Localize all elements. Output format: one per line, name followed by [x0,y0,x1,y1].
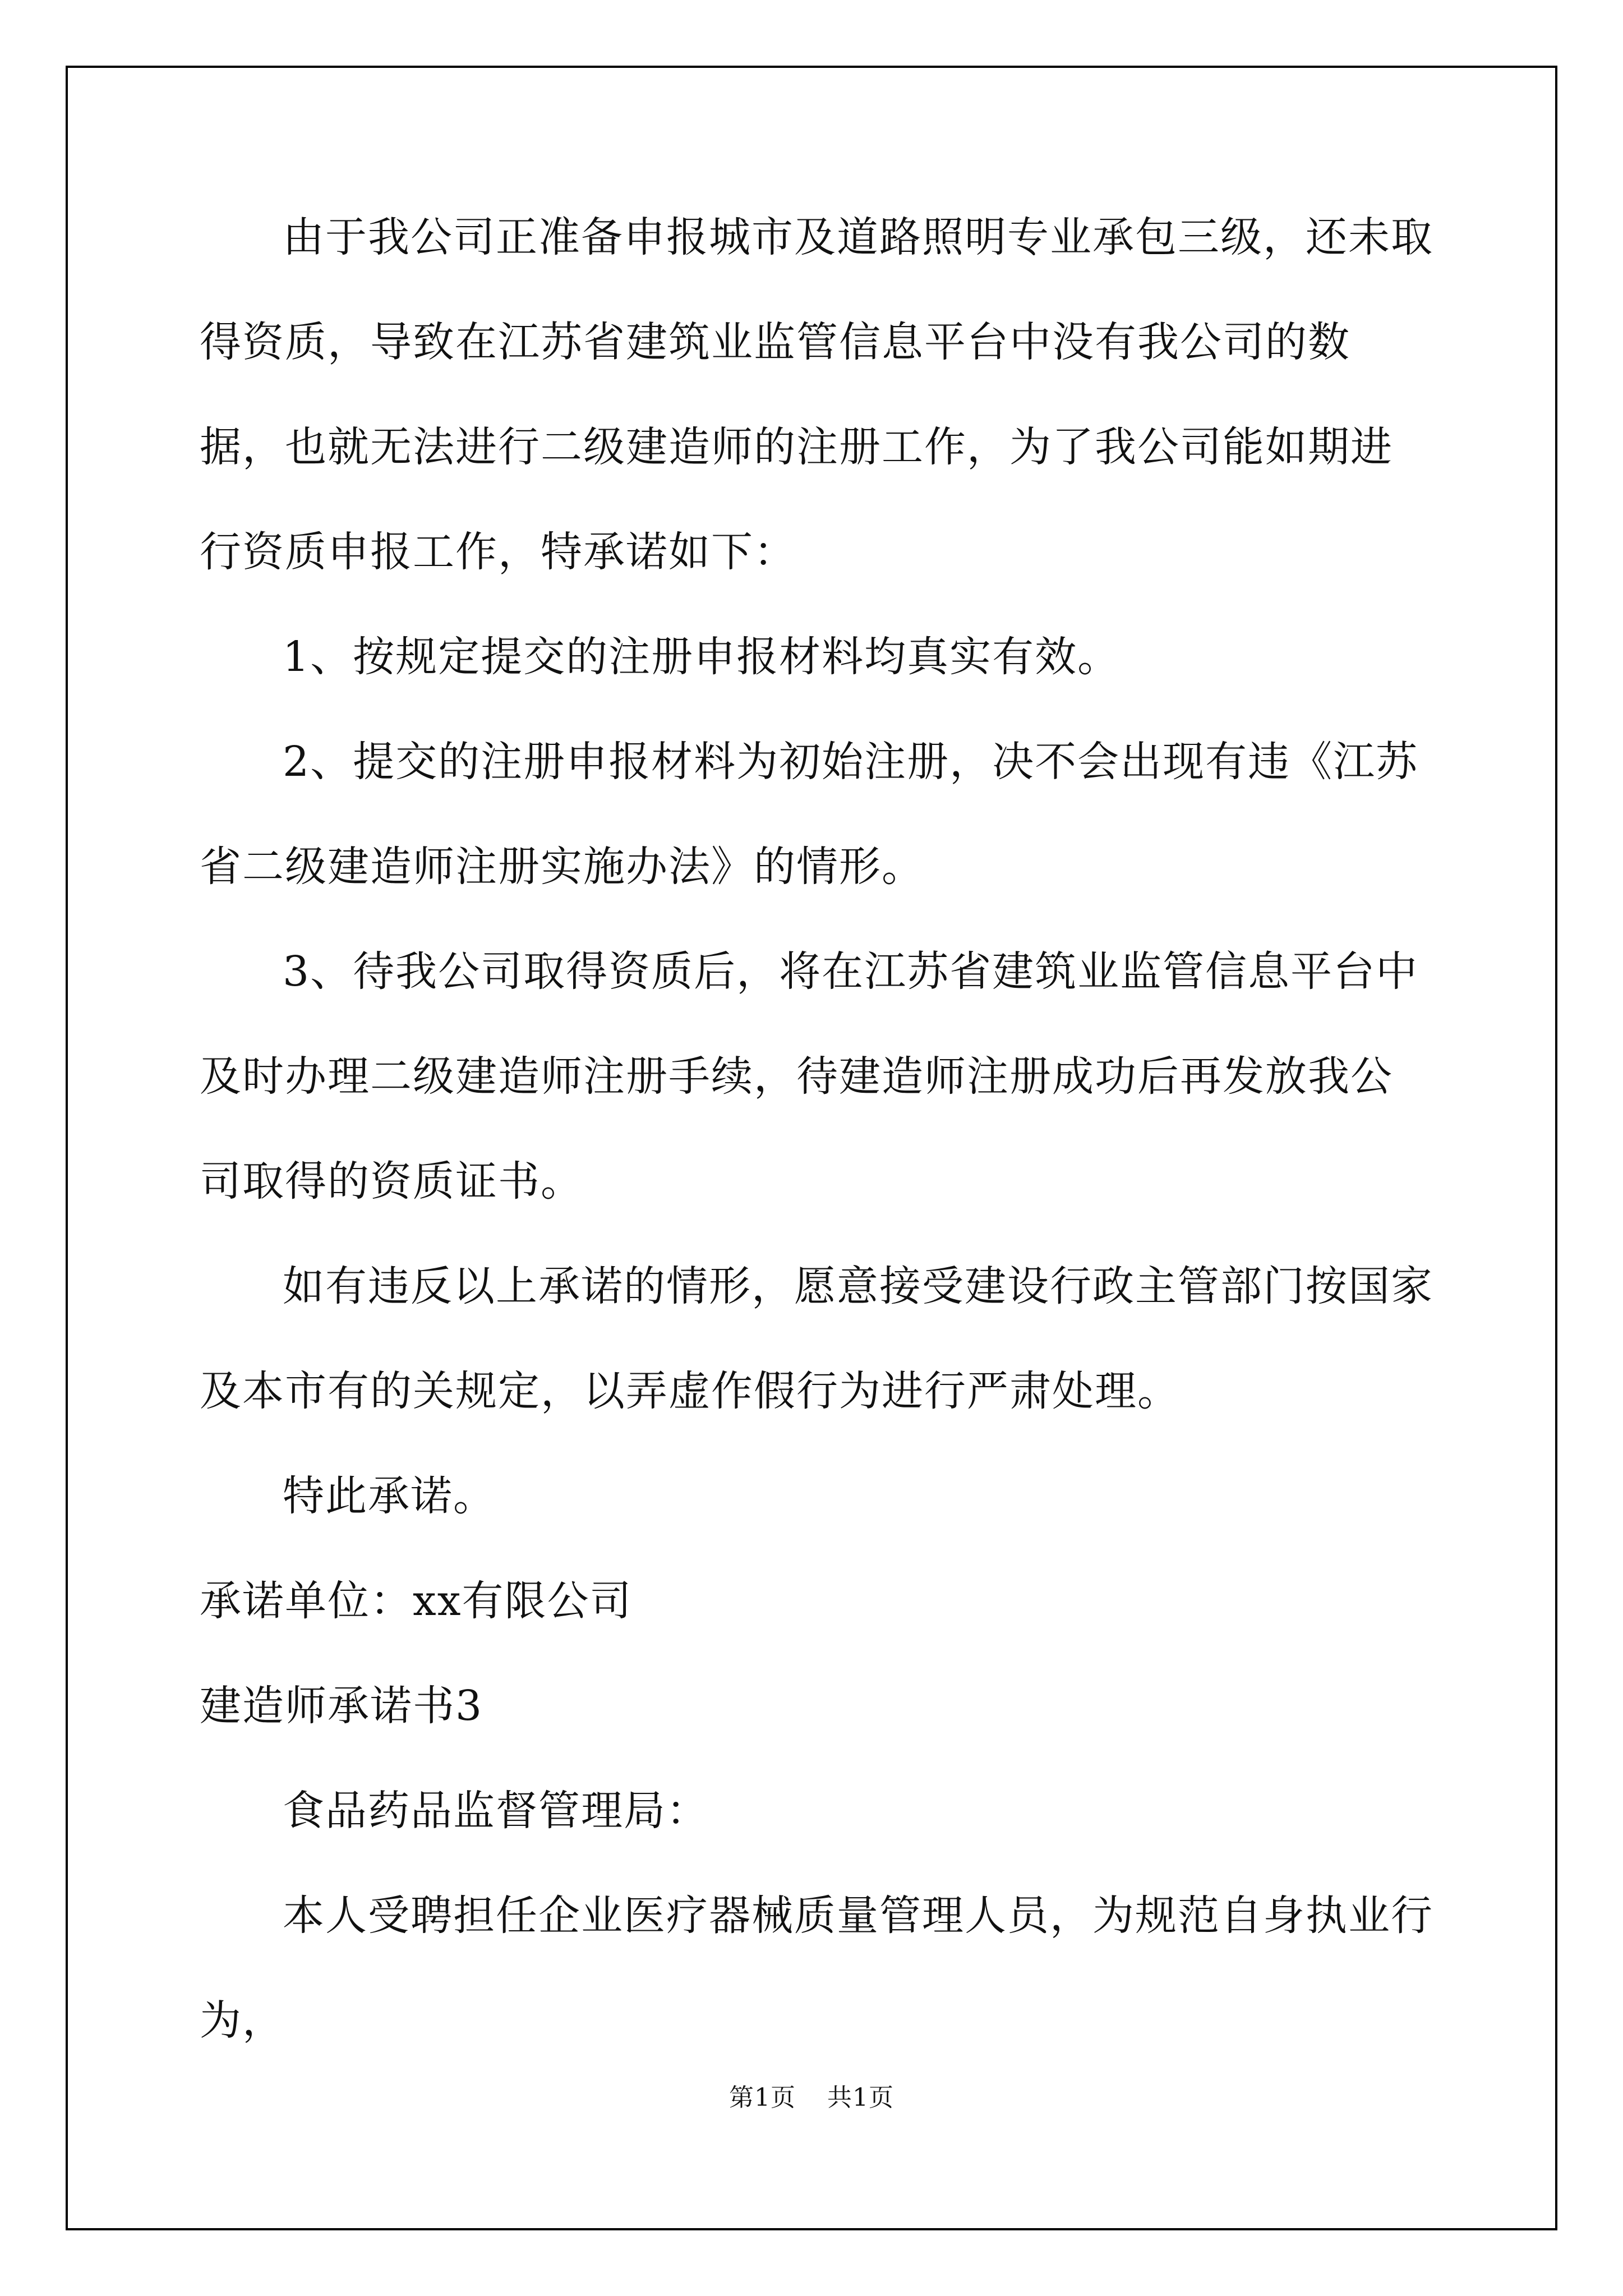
paragraph-body-start: 本人受聘担任企业医疗器械质量管理人员，为规范自身执业行为， [200,1892,1433,2045]
document-body [200,185,1433,2073]
paragraph-intro: 由于我公司正准备申报城市及道路照明专业承包三级，还未取得资质，导致在江苏省建筑业监管信息平台中没有我公司的数据，也就无法进行二级建造师的注册工作，为了我公司能如期进行资质申报工作，特承诺如下： [200,213,1433,576]
paragraph-commitment-2: 2、提交的注册申报材料为初始注册，决不会出现有违《江苏省二级建造师注册实施办法》的情形。 [200,738,1419,891]
paragraph-violation: 如有违反以上承诺的情形，愿意接受建设行政主管部门按国家及本市有的关规定，以弄虚作假行为进行严肃处理。 [200,1262,1433,1415]
page-number: 第1页 [729,2083,796,2112]
signature-unit: 承诺单位：xx有限公司 [200,1577,633,1625]
paragraph-commitment-1: 1、按规定提交的注册申报材料均真实有效。 [283,633,1121,681]
section-title: 建造师承诺书3 [200,1682,483,1730]
paragraph-hereby: 特此承诺。 [283,1472,496,1520]
page-total: 共1页 [827,2083,894,2112]
addressee: 食品药品监督管理局： [283,1787,709,1835]
paragraph-commitment-3: 3、待我公司取得资质后，将在江苏省建筑业监管信息平台中及时办理二级建造师注册手续，待建造师注册成功后再发放我公司取得的资质证书。 [200,947,1419,1205]
page-footer [0,2081,1623,2115]
